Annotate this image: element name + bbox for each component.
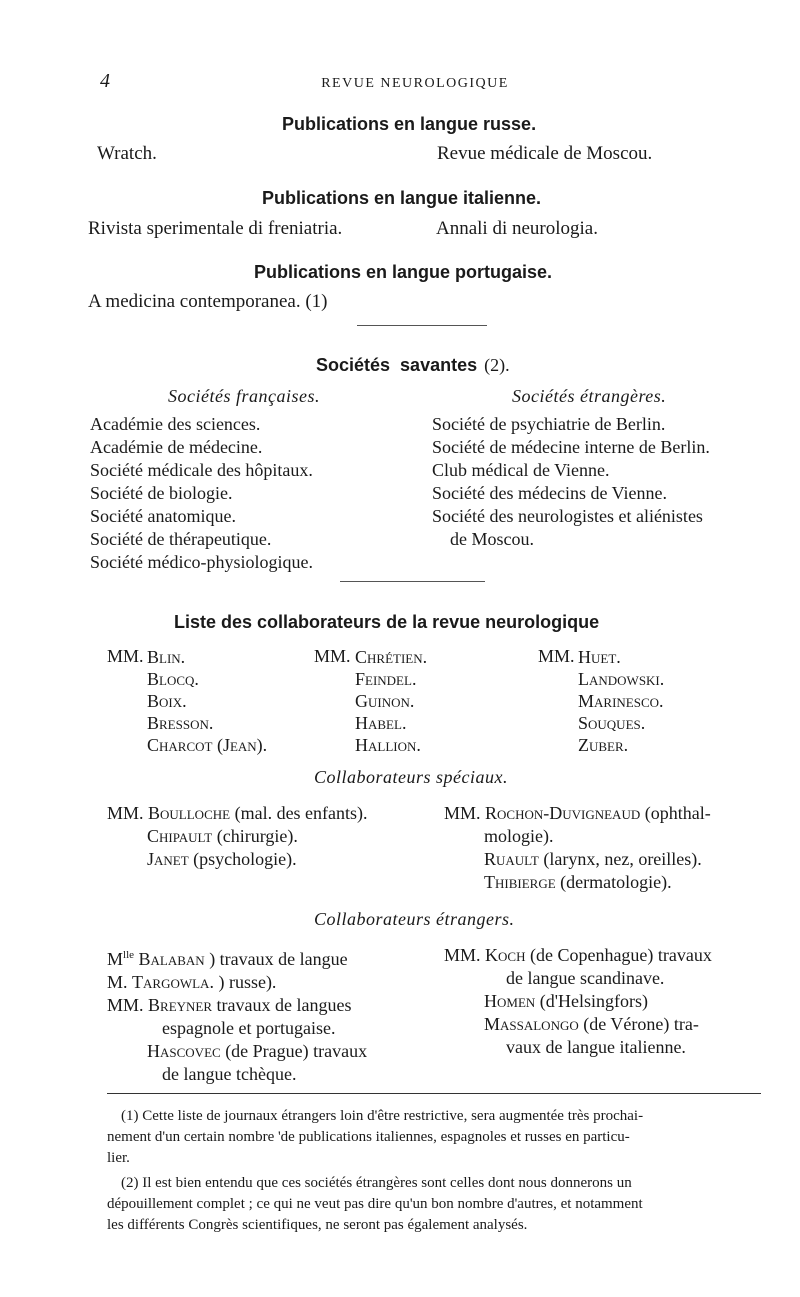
societe-item: Société des neurologistes et aliénistes bbox=[432, 506, 703, 526]
mm-label: MM. bbox=[314, 646, 351, 666]
heading-societes: Sociétés savantes (2). bbox=[316, 355, 510, 375]
collaborateur-entry: $M^{lle}$ Balaban ) travaux de langue bbox=[107, 949, 348, 969]
collaborateur-entry: espagnole et portugaise. bbox=[162, 1018, 336, 1038]
collaborateur-name: Boix. bbox=[147, 691, 187, 711]
footnote-line: dépouillement complet ; ce qui ne veut pas dire qu'un bon nombre d'autres, et notamment bbox=[107, 1196, 643, 1212]
heading-etrangers: Collaborateurs étrangers. bbox=[314, 909, 515, 929]
societe-item: Société des médecins de Vienne. bbox=[432, 483, 668, 503]
collaborateur-name: Balaban bbox=[134, 949, 205, 969]
divider bbox=[340, 581, 485, 582]
heading-collaborateurs: Liste des collaborateurs de la revue neurologique bbox=[174, 612, 600, 632]
divider bbox=[357, 325, 487, 326]
collaborateur-entry: vaux de langue italienne. bbox=[506, 1037, 686, 1057]
collaborateur-name: Feindel. bbox=[355, 669, 417, 689]
footnotes bbox=[107, 1106, 643, 1236]
societe-item: Académie de médecine. bbox=[90, 437, 263, 457]
mm-label: MM. bbox=[107, 646, 144, 666]
collaborateur-name: Marinesco. bbox=[578, 691, 664, 711]
heading-portugaise: Publications en langue portugaise. bbox=[254, 262, 553, 282]
collaborateur-name: Koch bbox=[485, 945, 526, 965]
collaborateur-entry: mologie). bbox=[484, 826, 554, 846]
journal-revue-moscou: Revue médicale de Moscou. bbox=[437, 143, 653, 164]
heading-speciaux: Collaborateurs spéciaux. bbox=[314, 767, 508, 787]
societe-item: Société de thérapeutique. bbox=[90, 529, 272, 549]
collaborateur-name: Chipault bbox=[147, 826, 213, 846]
collaborateur-entry: Massalongo (de Vérone) tra- bbox=[484, 1014, 699, 1034]
societe-item: Société médico-physiologique. bbox=[90, 552, 313, 572]
collaborateur-entry: de langue tchèque. bbox=[162, 1064, 297, 1084]
societes-etrangeres-list bbox=[432, 413, 710, 551]
collaborateur-name: Habel. bbox=[355, 713, 407, 733]
societe-item: Société de biologie. bbox=[90, 483, 233, 503]
speciaux-left bbox=[107, 802, 368, 871]
collaborateur-name: Bresson. bbox=[147, 713, 214, 733]
societes-francaises-title: Sociétés françaises. bbox=[168, 386, 320, 406]
footnote-rule bbox=[107, 1093, 761, 1094]
collaborateur-name: Janet bbox=[147, 849, 189, 869]
mm-label: MM. bbox=[538, 646, 575, 666]
collaborateur-entry: Hascovec (de Prague) travaux bbox=[147, 1041, 368, 1061]
collaborateur-name: Blin. bbox=[147, 647, 186, 667]
journal-wratch: Wratch. bbox=[97, 143, 157, 164]
societe-item: Société de psychiatrie de Berlin. bbox=[432, 414, 666, 434]
collaborateur-entry: MM. Rochon-Duvigneaud (ophthal- bbox=[444, 803, 711, 823]
collaborateur-name: Landowski. bbox=[578, 669, 665, 689]
collaborateur-name: Hascovec bbox=[147, 1041, 221, 1061]
footnote-line: lier. bbox=[107, 1150, 130, 1166]
heading-russe: Publications en langue russe. bbox=[282, 114, 537, 134]
collaborateur-entry: Ruault (larynx, nez, oreilles). bbox=[484, 849, 702, 869]
speciaux-right bbox=[444, 802, 711, 894]
collaborateur-name: Charcot (Jean). bbox=[147, 735, 268, 755]
collaborateur-entry: MM. Koch (de Copenhague) travaux bbox=[444, 945, 712, 965]
collaborateurs-col2 bbox=[355, 646, 427, 756]
collaborateurs-col1 bbox=[147, 646, 267, 756]
collaborateur-name: Breyner bbox=[148, 995, 213, 1015]
societe-item: Société de médecine interne de Berlin. bbox=[432, 437, 710, 457]
collaborateur-name: Targowla. bbox=[132, 972, 214, 992]
page-number: 4 bbox=[100, 70, 110, 92]
footnote-line: nement d'un certain nombre 'de publications italiennes, espagnoles et russes en particu- bbox=[107, 1129, 630, 1145]
collaborateur-name: Huet. bbox=[578, 647, 621, 667]
collaborateur-entry: Homen (d'Helsingfors) bbox=[484, 991, 649, 1011]
societes-etrangeres-title: Sociétés étrangères. bbox=[512, 386, 667, 406]
journal-rivista: Rivista sperimentale di freniatria. bbox=[88, 218, 343, 239]
collaborateur-name: Zuber. bbox=[578, 735, 629, 755]
heading-italienne: Publications en langue italienne. bbox=[262, 188, 542, 208]
societe-item: Club médical de Vienne. bbox=[432, 460, 610, 480]
collaborateur-name: Boulloche bbox=[148, 803, 231, 823]
collaborateur-entry: Janet (psychologie). bbox=[147, 849, 297, 869]
journal-annali: Annali di neurologia. bbox=[436, 218, 598, 239]
collaborateur-name: Massalongo bbox=[484, 1014, 579, 1034]
societes-francaises-list bbox=[90, 413, 313, 574]
collaborateur-name: Blocq. bbox=[147, 669, 199, 689]
collaborateur-entry: de langue scandinave. bbox=[506, 968, 665, 988]
collaborateur-entry: Thibierge (dermatologie). bbox=[484, 872, 672, 892]
collaborateur-entry: MM. Boulloche (mal. des enfants). bbox=[107, 803, 368, 823]
collaborateur-name: Souques. bbox=[578, 713, 646, 733]
collaborateur-name: Thibierge bbox=[484, 872, 556, 892]
collaborateur-name: Hallion. bbox=[355, 735, 421, 755]
collaborateur-entry: Chipault (chirurgie). bbox=[147, 826, 298, 846]
footnote-line: (2) Il est bien entendu que ces sociétés étrangères sont celles dont nous donnerons un bbox=[121, 1175, 632, 1191]
societe-item: Société médicale des hôpitaux. bbox=[90, 460, 313, 480]
collaborateur-name: Ruault bbox=[484, 849, 539, 869]
collaborateur-name: Chrétien. bbox=[355, 647, 428, 667]
societe-item: Société anatomique. bbox=[90, 506, 236, 526]
collaborateur-name: Rochon-Duvigneaud bbox=[485, 803, 641, 823]
etrangers-right bbox=[444, 944, 712, 1059]
collaborateurs-col3 bbox=[578, 646, 664, 756]
collaborateur-entry: M. Targowla. ) russe). bbox=[107, 972, 277, 992]
journal-medicina: A medicina contemporanea. (1) bbox=[88, 291, 328, 312]
collaborateur-name: Homen bbox=[484, 991, 536, 1011]
running-title: REVUE NEUROLOGIQUE bbox=[321, 76, 509, 91]
societe-item: Académie des sciences. bbox=[90, 414, 261, 434]
footnote-line: les différents Congrès scientifiques, ne seront pas également analysés. bbox=[107, 1217, 528, 1233]
collaborateur-name: Guinon. bbox=[355, 691, 415, 711]
etrangers-left bbox=[107, 944, 367, 1086]
collaborateur-entry: MM. Breyner travaux de langues bbox=[107, 995, 352, 1015]
societe-item: de Moscou. bbox=[450, 529, 534, 549]
footnote-line: (1) Cette liste de journaux étrangers loin d'être restrictive, sera augmentée très prochai- bbox=[121, 1108, 644, 1124]
